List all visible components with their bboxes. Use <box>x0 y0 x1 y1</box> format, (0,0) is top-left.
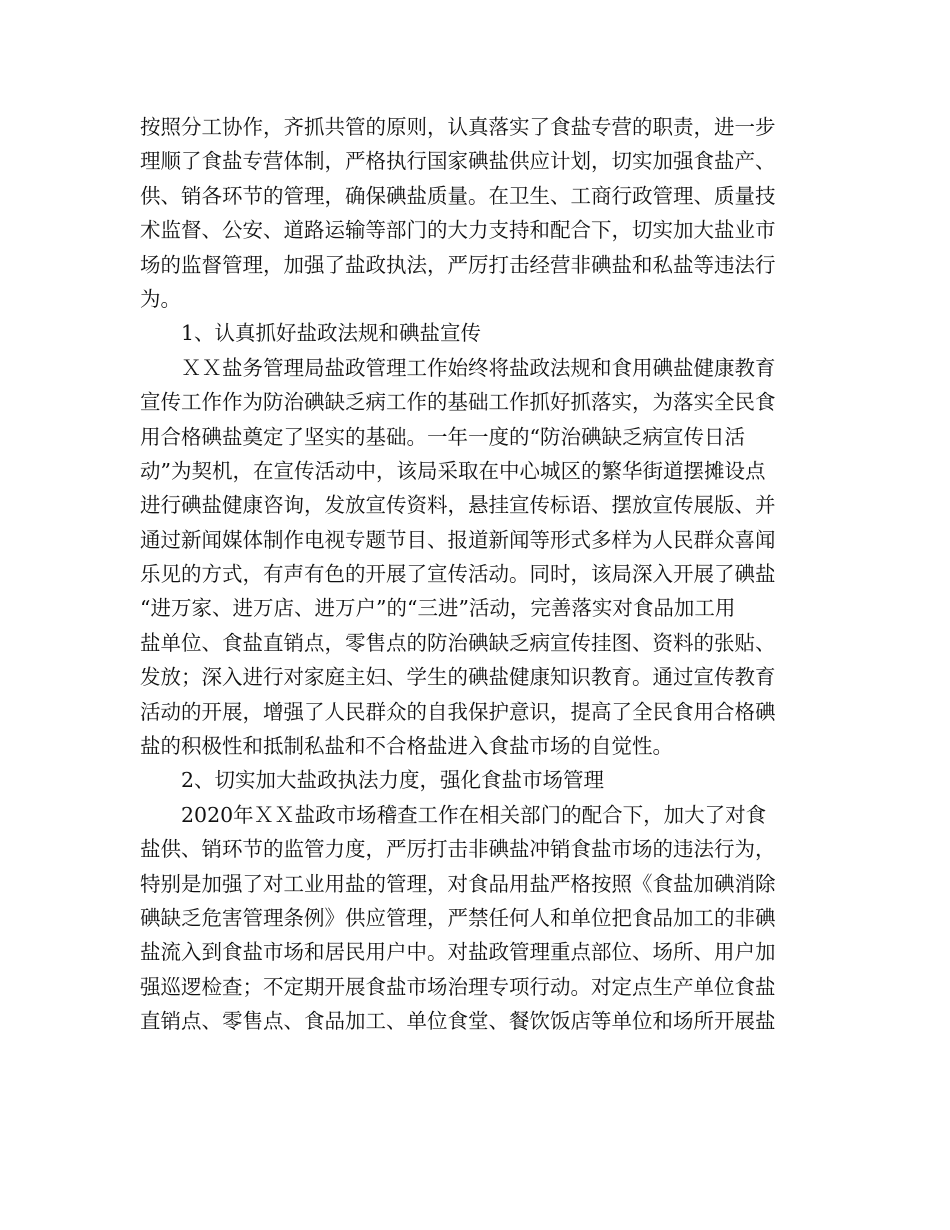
body-line: 活动的开展，增强了人民群众的自我保护意识，提高了全民食用合格碘 <box>140 699 776 724</box>
section-heading-2: 2、切实加大盐政执法力度，强化食盐市场管理 <box>140 768 605 793</box>
body-line: 场的监督管理，加强了盐政执法，严厉打击经营非碘盐和私盐等违法行 <box>140 252 776 277</box>
body-line: 乐见的方式，有声有色的开展了宣传活动。同时，该局深入开展了碘盐 <box>140 562 776 587</box>
body-line: 特别是加强了对工业用盐的管理，对食品用盐严格按照《食盐加碘消除 <box>140 871 776 896</box>
body-line: 动”为契机，在宣传活动中，该局采取在中心城区的繁华街道摆摊设点 <box>140 458 766 483</box>
body-line: “进万家、进万店、进万户”的“三进”活动，完善落实对食品加工用 <box>140 596 736 621</box>
body-line: 按照分工协作，齐抓共管的原则，认真落实了食盐专营的职责，进一步 <box>140 115 776 139</box>
body-line: 盐流入到食盐市场和居民用户中。对盐政管理重点部位、场所、用户加 <box>140 940 776 965</box>
body-line: 通过新闻媒体制作电视专题节目、报道新闻等形式多样为人民群众喜闻 <box>140 527 776 552</box>
body-line: 用合格碘盐奠定了坚实的基础。一年一度的“防治碘缺乏病宣传日活 <box>140 424 745 449</box>
body-line: 盐的积极性和抵制私盐和不合格盐进入食盐市场的自觉性。 <box>140 734 673 759</box>
body-line: 直销点、零售点、食品加工、单位食堂、餐饮饭店等单位和场所开展盐 <box>140 1009 776 1034</box>
body-line: 供、销各环节的管理，确保碘盐质量。在卫生、工商行政管理、质量技 <box>140 183 776 208</box>
body-line: 理顺了食盐专营体制，严格执行国家碘盐供应计划，切实加强食盐产、 <box>140 149 776 174</box>
body-line: ＸＸ盐务管理局盐政管理工作始终将盐政法规和食用碘盐健康教育 <box>140 355 776 380</box>
body-line: 碘缺乏危害管理条例》供应管理，严禁任何人和单位把食品加工的非碘 <box>140 905 776 930</box>
body-line: 2020年ＸＸ盐政市场稽查工作在相关部门的配合下，加大了对食 <box>140 802 767 827</box>
section-heading-1: 1、认真抓好盐政法规和碘盐宣传 <box>140 321 482 346</box>
body-line: 盐单位、食盐直销点，零售点的防治碘缺乏病宣传挂图、资料的张贴、 <box>140 630 776 655</box>
body-line: 术监督、公安、道路运输等部门的大力支持和配合下，切实加大盐业市 <box>140 218 776 243</box>
body-line: 盐供、销环节的监管力度，严厉打击非碘盐冲销食盐市场的违法行为， <box>140 837 776 862</box>
body-line: 发放；深入进行对家庭主妇、学生的碘盐健康知识教育。通过宣传教育 <box>140 665 776 690</box>
body-line: 为。 <box>140 286 181 311</box>
body-line: 强巡逻检查；不定期开展食盐市场治理专项行动。对定点生产单位食盐 <box>140 974 776 999</box>
body-line: 宣传工作作为防治碘缺乏病工作的基础工作抓好抓落实，为落实全民食 <box>140 390 776 415</box>
document-body <box>140 110 820 1039</box>
body-line: 进行碘盐健康咨询，发放宣传资料，悬挂宣传标语、摆放宣传展版、并 <box>140 493 776 518</box>
